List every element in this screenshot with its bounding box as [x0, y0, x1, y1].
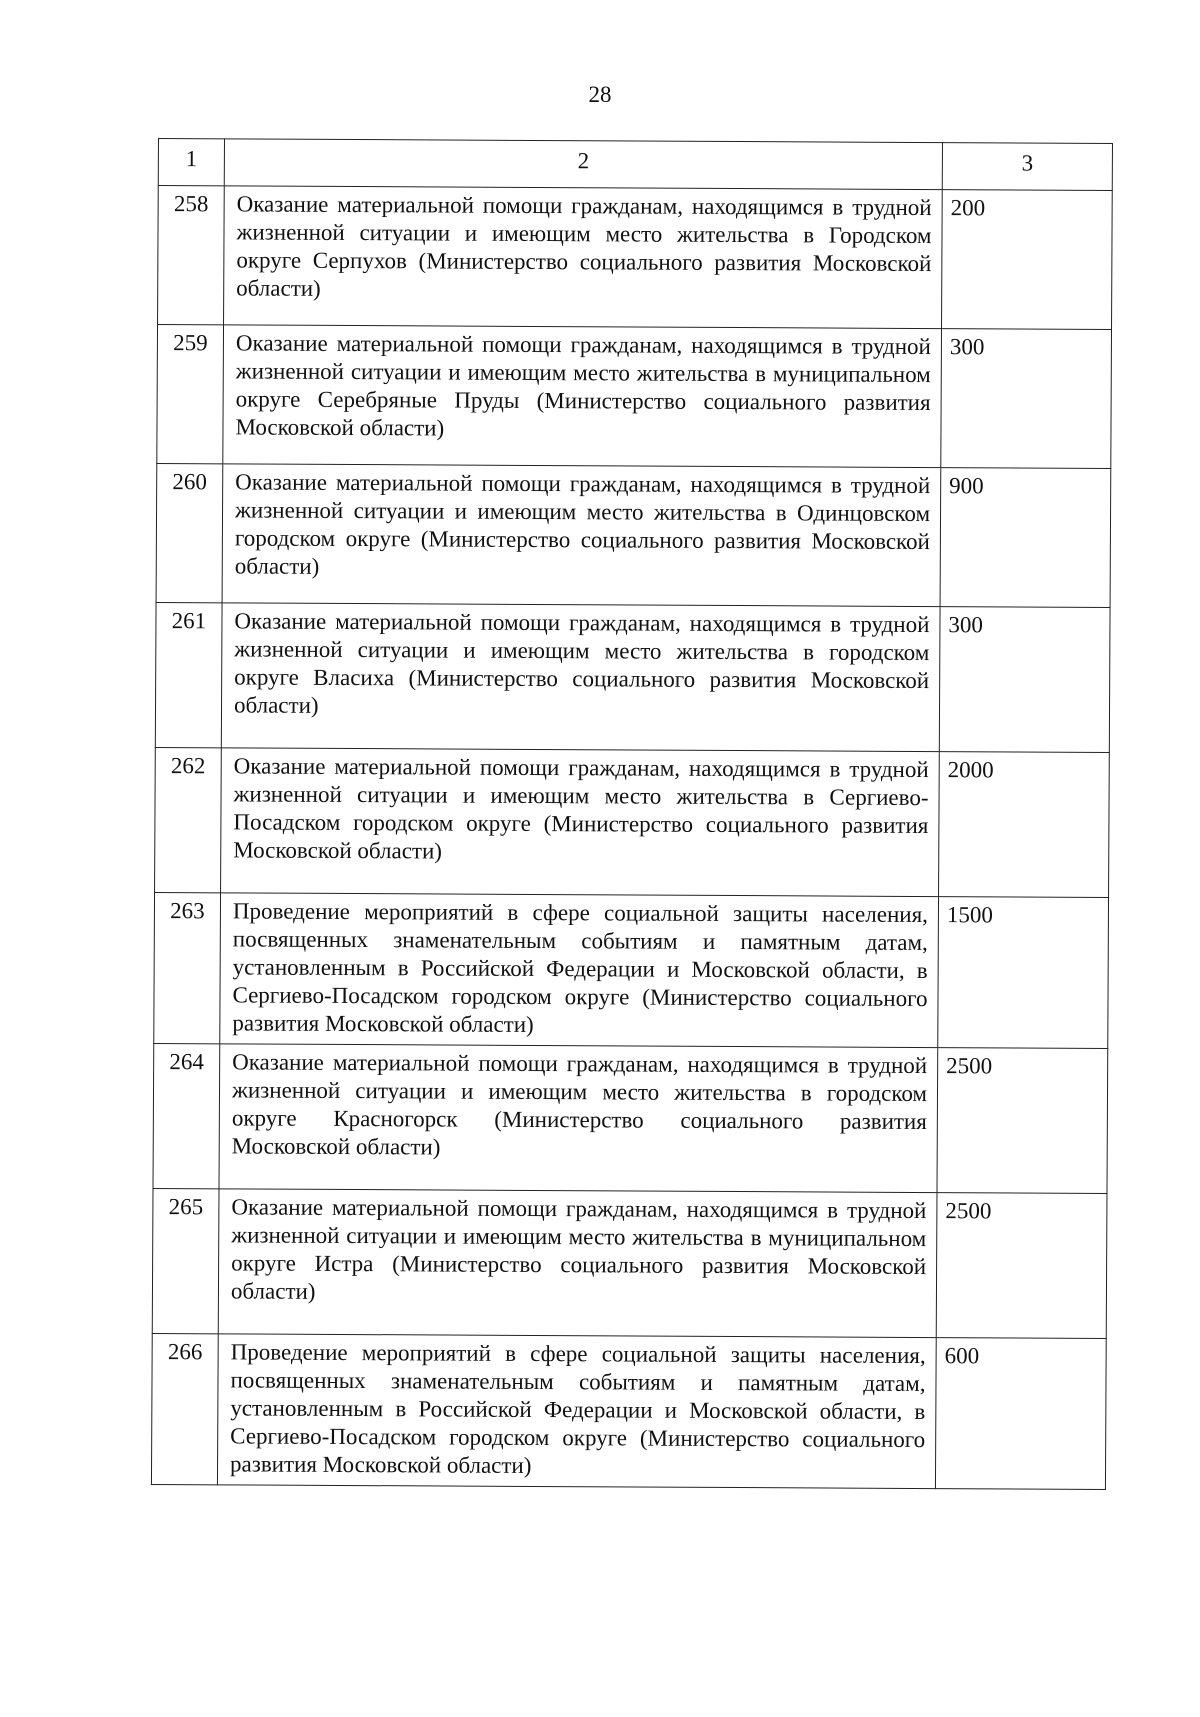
- row-amount: 1500: [938, 897, 1109, 1049]
- row-amount: 200: [942, 190, 1113, 330]
- row-amount: 300: [939, 607, 1110, 753]
- table-row: [153, 1043, 1108, 1193]
- row-description: Оказание материальной помощи гражданам, находящимся в трудной жизненной ситуации и имеющим место жительства в Городском округе Серпухов (Министерство социального развития Московской области): [224, 186, 943, 329]
- row-number: 266: [151, 1333, 218, 1484]
- row-number: 259: [157, 325, 224, 464]
- row-number: 260: [156, 463, 223, 602]
- table-row: [151, 1333, 1106, 1489]
- header-cell-amount: 3: [942, 143, 1112, 191]
- row-number: 261: [155, 602, 222, 747]
- row-description: Оказание материальной помощи гражданам, находящимся в трудной жизненной ситуации и имеющим место жительства в городском округе Власиха (Министерство социального развития Московской области): [221, 603, 940, 752]
- row-number: 262: [155, 747, 222, 892]
- row-description: Проведение мероприятий в сфере социальной защиты населения, посвященных знаменательным событиям и памятным датам, установленным в Российской Федерации и Московской области, в Сергиево-Посадском городском округе (Министерство социального развития Московской области): [220, 893, 939, 1048]
- row-amount: 300: [941, 329, 1112, 469]
- row-description: Оказание материальной помощи гражданам, находящимся в трудной жизненной ситуации и имеющим место жительства в Сергиево-Посадском городском округе (Министерство социального развития Московской области): [221, 748, 940, 897]
- row-amount: 600: [935, 1338, 1106, 1490]
- row-description: Оказание материальной помощи гражданам, находящимся в трудной жизненной ситуации и имеющим место жительства в Одинцовском городском округе (Министерство социального развития Московской области): [222, 464, 941, 607]
- row-number: 263: [154, 892, 221, 1043]
- row-number: 258: [158, 186, 225, 325]
- table-row: [156, 463, 1111, 607]
- table-row: [155, 602, 1110, 752]
- row-description: Оказание материальной помощи гражданам, находящимся в трудной жизненной ситуации и имеющим место жительства в муниципальном округе Истра (Министерство социального развития Московской области): [218, 1189, 937, 1338]
- row-amount: 2000: [939, 752, 1110, 898]
- row-amount: 2500: [936, 1193, 1107, 1339]
- row-amount: 2500: [937, 1048, 1108, 1194]
- row-amount: 900: [940, 468, 1111, 608]
- row-description: Проведение мероприятий в сфере социальной защиты населения, посвященных знаменательным событиям и памятным датам, установленным в Российской Федерации и Московской области, в Сергиево-Посадском городском округе (Министерство социального развития Московской области): [217, 1334, 936, 1489]
- row-number: 264: [153, 1043, 220, 1188]
- table-row: [157, 325, 1112, 469]
- page-number: 28: [588, 82, 612, 107]
- allocation-table-container: [151, 138, 1112, 1490]
- header-cell-number: 1: [158, 139, 224, 186]
- table-header-row: [158, 139, 1112, 191]
- row-number: 265: [152, 1188, 219, 1333]
- table-row: [158, 186, 1113, 330]
- table-row: [152, 1188, 1107, 1338]
- row-description: Оказание материальной помощи гражданам, находящимся в трудной жизненной ситуации и имеющим место жительства в муниципальном округе Серебряные Пруды (Министерство социального развития Московской области): [223, 325, 942, 468]
- header-cell-description: 2: [224, 139, 942, 190]
- row-description: Оказание материальной помощи гражданам, находящимся в трудной жизненной ситуации и имеющим место жительства в городском округе Красногорск (Министерство социального развития Московской области): [219, 1044, 938, 1193]
- table-row: [155, 747, 1110, 897]
- table-row: [154, 892, 1109, 1048]
- allocation-table: [151, 138, 1113, 1490]
